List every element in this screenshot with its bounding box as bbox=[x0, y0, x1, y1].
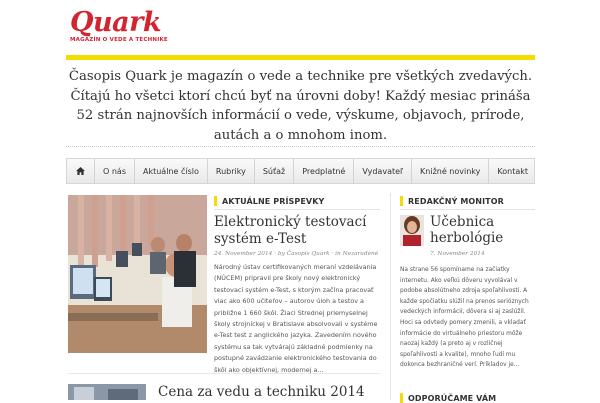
sidebar-heading-label: REDAKČNÝ MONITOR bbox=[408, 196, 504, 206]
nav-item-vydavatel[interactable]: Vydavateľ bbox=[354, 159, 412, 183]
heading-marker bbox=[400, 393, 403, 403]
news-heading-underline bbox=[214, 209, 380, 210]
nav-item-o-nas[interactable]: O nás bbox=[95, 159, 135, 183]
accent-bar bbox=[66, 55, 535, 60]
news-heading-label: AKTUÁLNE PRÍSPEVKY bbox=[222, 196, 325, 206]
monitor-item-title[interactable]: Učebnica herbológie bbox=[430, 214, 504, 246]
intro-text: Časopis Quark je magazín o vede a technike pre všetkých zvedavých. Čítajú ho všetci ktorí chcú byť na úrovni doby! Každý mesiac prináša 52 strán najnovších informácií o vede, výskume, objavoch, prírode, autách a o mnohom inom. bbox=[68, 69, 533, 143]
heading-marker bbox=[214, 196, 217, 206]
nav-item-sutaz[interactable]: Súťaž bbox=[255, 159, 294, 183]
nav-item-rubriky[interactable]: Rubriky bbox=[208, 159, 255, 183]
logo-tagline: MAGAZÍN O VEDE A TECHNIKE bbox=[70, 37, 168, 43]
post-divider bbox=[68, 373, 380, 374]
column-separator bbox=[390, 193, 391, 400]
monitor-author-photo[interactable] bbox=[400, 215, 424, 246]
recommended-heading-label: ODPORÚČAME VÁM bbox=[408, 393, 497, 403]
monitor-item-excerpt: Na strane 56 spomíname na začiatky internetu. Ako veľkú dôveru vyvolával v podobe absolútneho zdroja spoľahlivosti. A každe spočiatku slúžil na prenos serióznych vedeckých informácií, dôvera si aj zaslúžil. Hoci sa odvtedy pomery zmenili, a vkladať informácie do virtuálneho priestoru môže naozaj každý (a preto aj v rozličnej spoľahlivosti a kvalite), mnoho ľudí mu dokonca bezhraničné verí. Príkladov je... bbox=[400, 267, 529, 369]
news-section-heading bbox=[214, 196, 324, 206]
home-icon bbox=[76, 167, 85, 175]
nav-item-knizne-novinky[interactable]: Knižné novinky bbox=[412, 159, 489, 183]
second-post-title[interactable]: Cena za vedu a techniku 2014 bbox=[158, 384, 365, 400]
main-nav bbox=[66, 158, 535, 184]
nav-item-kontakt[interactable]: Kontakt bbox=[497, 166, 529, 176]
monitor-item-meta: 7. November 2014 bbox=[430, 251, 485, 257]
recommended-section-heading bbox=[400, 393, 496, 403]
nav-item-predplatne[interactable]: Predplatné bbox=[294, 159, 354, 183]
logo-wordmark: Quark bbox=[70, 7, 162, 38]
sidebar-heading-underline bbox=[400, 209, 535, 210]
sidebar-section-heading bbox=[400, 196, 504, 206]
featured-post-excerpt: Národný ústav certifikovaných meraní vzdelávania (NÚCEM) pripravil pre školy nový elektronický testovací systém e-Test, s ktorým začína pracovať viac ako 600 učiteľov – autorov úloh a testov a približne 1 660 škôl. Žiaci Strednej priemyselnej školy strojníckej v Bratislave absolvovali v systéme e-Test test z anglického jazyka. Zavedením nového systému sa tak vytvárajú základné podmienky na postupné zavádzanie elektronického testovania do škôl ako objektívnej, modernej a... bbox=[214, 263, 378, 374]
featured-post-image[interactable] bbox=[68, 195, 207, 353]
site-logo[interactable] bbox=[70, 7, 180, 43]
nav-home[interactable] bbox=[67, 159, 95, 183]
intro-divider bbox=[66, 146, 535, 147]
second-post-thumbnail[interactable] bbox=[68, 384, 146, 400]
heading-marker bbox=[400, 196, 403, 206]
featured-post-meta: 24. November 2014 · by Časopis Quark · in Nezaradené bbox=[214, 251, 379, 257]
nav-item-aktualne-cislo[interactable]: Aktuálne číslo bbox=[135, 159, 208, 183]
featured-post-title[interactable]: Elektronický testovací systém e-Test bbox=[214, 214, 367, 247]
